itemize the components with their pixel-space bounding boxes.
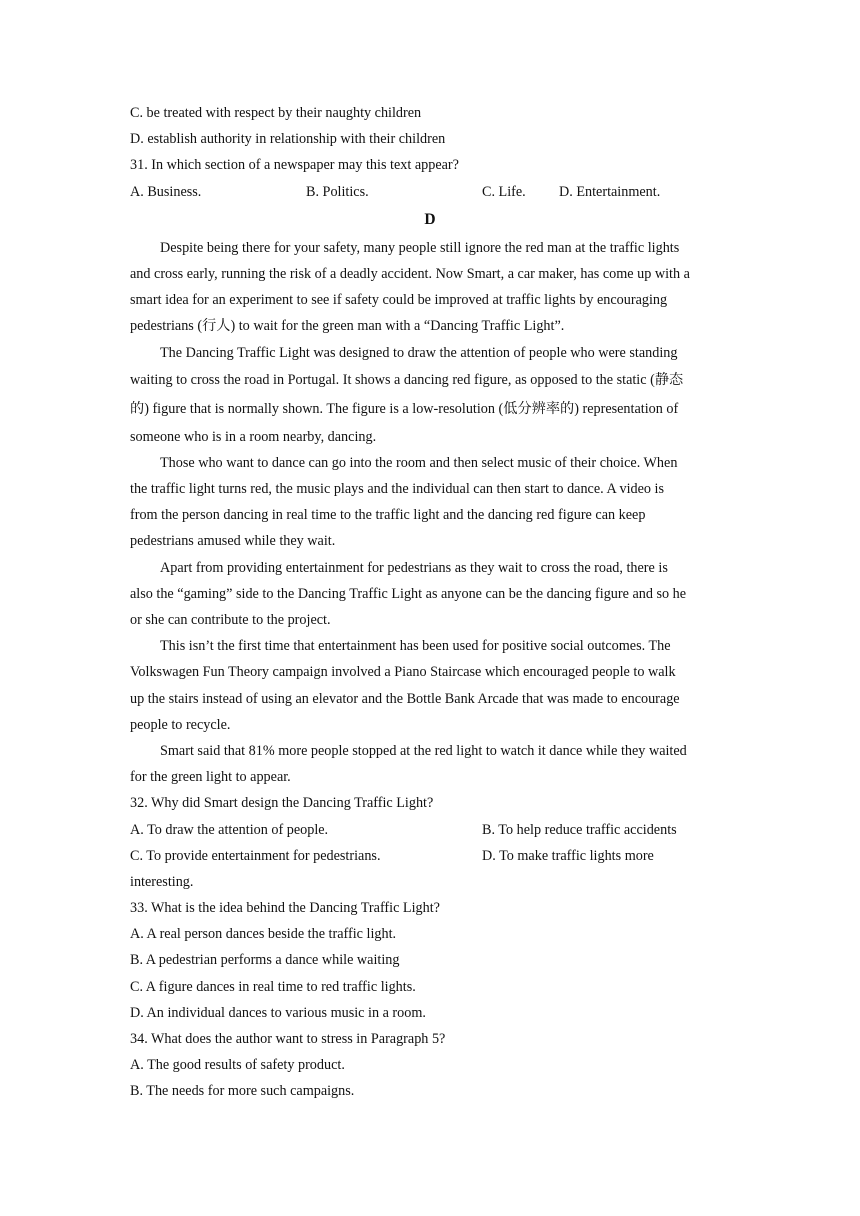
paragraph-line: Smart said that 81% more people stopped at the red light to watch it dance while they waited: [160, 742, 687, 759]
q33-option-c: C. A figure dances in real time to red traffic lights.: [130, 978, 416, 995]
q32-option-c: C. To provide entertainment for pedestrians.: [130, 847, 381, 864]
q31-options: [130, 179, 730, 205]
q31-option-b: B. Politics.: [306, 183, 369, 200]
paragraph-line: Volkswagen Fun Theory campaign involved a Piano Staircase which encouraged people to walk: [130, 664, 676, 681]
paragraph-line: people to recycle.: [130, 716, 231, 733]
paragraph-line: pedestrians (行人) to wait for the green man with a “Dancing Traffic Light”.: [130, 318, 565, 335]
passage-paragraph-1: [130, 235, 730, 340]
q32-option-d: D. To make traffic lights more: [482, 847, 654, 864]
paragraph-line: the traffic light turns red, the music plays and the individual can then start to dance. A video is: [130, 481, 665, 498]
passage-paragraph-6: [130, 738, 730, 790]
paragraph-line: up the stairs instead of using an elevator and the Bottle Bank Arcade that was made to encourage: [130, 690, 680, 707]
paragraph-line: and cross early, running the risk of a deadly accident. Now Smart, a car maker, has come up with a: [130, 265, 690, 282]
paragraph-line: Despite being there for your safety, many people still ignore the red man at the traffic lights: [160, 239, 680, 256]
passage-paragraph-5: [130, 633, 730, 738]
passage-heading: D: [424, 210, 436, 228]
q30-option-d: D. establish authority in relationship with their children: [130, 131, 446, 148]
paragraph-line: This isn’t the first time that entertainment has been used for positive social outcomes. The: [160, 638, 671, 655]
passage-paragraph-3: [130, 450, 730, 555]
paragraph-line: from the person dancing in real time to the traffic light and the dancing red figure can keep: [130, 507, 646, 524]
q31-stem: 31. In which section of a newspaper may this text appear?: [130, 157, 459, 174]
document-page: [130, 100, 730, 1105]
paragraph-line: someone who is in a room nearby, dancing.: [130, 428, 377, 445]
paragraph-line: for the green light to appear.: [130, 769, 291, 786]
paragraph-line: smart idea for an experiment to see if safety could be improved at traffic lights by encouraging: [130, 292, 668, 309]
paragraph-line: pedestrians amused while they wait.: [130, 533, 336, 550]
q33-option-d: D. An individual dances to various music in a room.: [130, 1004, 426, 1021]
paragraph-line: or she can contribute to the project.: [130, 612, 331, 628]
q31-option-d: D. Entertainment.: [559, 183, 661, 200]
q33-option-a: A. A real person dances beside the traffic light.: [130, 926, 397, 943]
paragraph-line: Apart from providing entertainment for pedestrians as they wait to cross the road, there is: [160, 559, 668, 576]
q34-option-a: A. The good results of safety product.: [130, 1057, 345, 1074]
q32-option-b: B. To help reduce traffic accidents: [482, 821, 677, 838]
paragraph-line: also the “gaming” side to the Dancing Traffic Light as anyone can be the dancing figure and so he: [130, 585, 687, 602]
q34-option-b: B. The needs for more such campaigns.: [130, 1083, 355, 1100]
paragraph-line: The Dancing Traffic Light was designed to draw the attention of people who were standing: [160, 344, 678, 361]
q31-option-a: A. Business.: [130, 183, 202, 200]
q30-option-c: C. be treated with respect by their naughty children: [130, 105, 422, 121]
q32-options-row-1: [130, 817, 730, 843]
paragraph-line: 的) figure that is normally shown. The figure is a low-resolution (低分辨率的) representation of: [130, 400, 679, 417]
q32-option-a: A. To draw the attention of people.: [130, 821, 329, 838]
passage-paragraph-2: [130, 340, 730, 450]
paragraph-line: Those who want to dance can go into the room and then select music of their choice. When: [160, 454, 678, 471]
q32-stem: 32. Why did Smart design the Dancing Traffic Light?: [130, 795, 434, 812]
paragraph-line: waiting to cross the road in Portugal. It shows a dancing red figure, as opposed to the static (静态: [130, 371, 684, 388]
q32-option-d-continued: interesting.: [130, 873, 194, 890]
q33-option-b: B. A pedestrian performs a dance while waiting: [130, 952, 400, 969]
q32-options-row-2: [130, 843, 730, 869]
q33-stem: 33. What is the idea behind the Dancing Traffic Light?: [130, 900, 440, 917]
q34-stem: 34. What does the author want to stress in Paragraph 5?: [130, 1031, 446, 1047]
passage-paragraph-4: [130, 555, 730, 634]
q31-option-c: C. Life.: [482, 183, 526, 200]
